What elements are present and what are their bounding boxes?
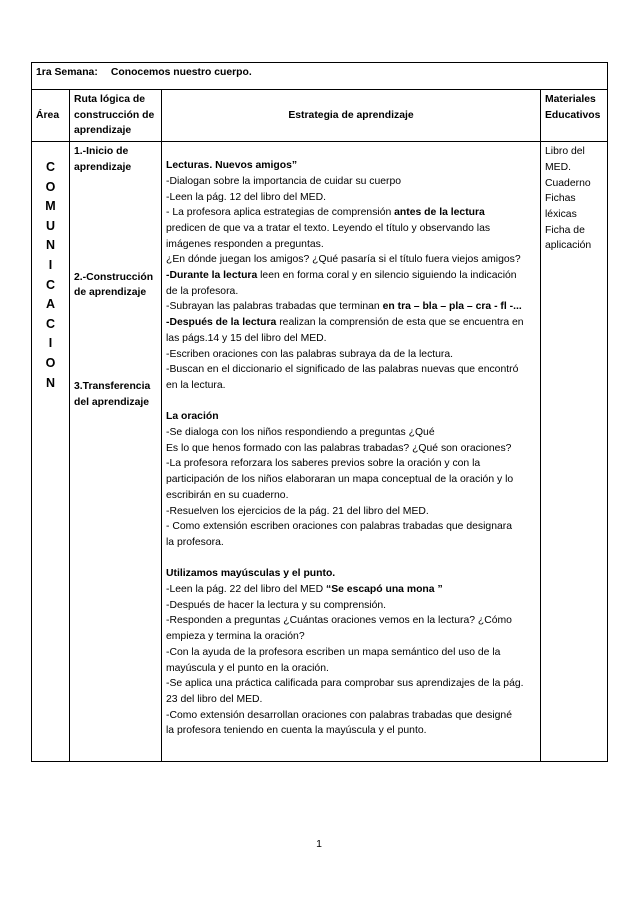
lesson-plan-table xyxy=(31,62,608,762)
area-letter: U xyxy=(45,218,56,233)
section-title: La oración xyxy=(166,411,219,423)
ruta-cell xyxy=(70,142,162,762)
area-letter: C xyxy=(45,277,56,292)
area-cell xyxy=(32,142,70,762)
week-cell xyxy=(32,63,608,90)
area-letter: O xyxy=(45,356,56,371)
material-item: Libro del xyxy=(545,146,585,158)
area-letter: N xyxy=(45,375,56,390)
area-letter: I xyxy=(48,258,53,273)
materials-header: Materiales Educativos xyxy=(541,90,608,142)
materials-cell xyxy=(541,142,608,762)
week-row xyxy=(32,63,608,90)
area-letter: M xyxy=(45,199,56,214)
content-row xyxy=(32,142,608,762)
area-header: Área xyxy=(32,90,70,142)
ruta-step-inicio: 1.-Inicio de aprendizaje xyxy=(74,146,132,173)
area-letter: A xyxy=(45,297,56,312)
material-item: Cuaderno xyxy=(545,177,591,189)
area-letter: C xyxy=(45,160,56,175)
material-item: MED. xyxy=(545,161,571,173)
strategy-header: Estrategia de aprendizaje xyxy=(162,90,541,142)
week-topic: Conocemos nuestro cuerpo. xyxy=(110,67,252,78)
ruta-step-construccion: 2.-Construcción de aprendizaje xyxy=(74,271,154,299)
area-letter: C xyxy=(45,316,56,331)
strategy-cell: Lecturas. Nuevos amigos” -Dialogan sobre la importancia de cuidar su cuerpo -Leen la pág. 12 del libro del MED. - La profesora aplica estrategias de comprensión antes de la lectura predicen de que va a tratar el texto. Leyendo el título y observando las imágenes responden a preguntas. ¿En dónde juegan los amigos? ¿Qué pasaría si el título fuera viejos amigos? -Durante la lectura leen en forma coral y en silencio siguiendo la indicación de la profesora. -Subrayan las palabras trabadas que terminan en tra – bla – pla – cra - fl -... -Después de la lectura realizan la comprensión de esta que se encuentra en las págs.14 y 15 del libro del MED. -Escriben oraciones con las palabras subraya da de la lectura. -Buscan en el diccionario el significado de las palabras nuevas que encontró en la lectura. La oración -Se dialoga con los niños respondiendo a preguntas ¿Qué Es lo que henos formado con las palabras trabadas? ¿Qué son oraciones? -La profesora reforzara los saberes previos sobre la oración y con la participación de los niños elaboraran un mapa conceptual de la oración y lo escribirán en su cuaderno. -Resuelven los ejercicios de la pág. 21 del libro del MED. - Como extensión escriben oraciones con palabras trabadas que designara la profesora. Utilizamos mayúsculas y el punto. -Leen la pág. 22 del libro del MED “Se escapó una mona ” -Después de hacer la lectura y su comprensión. -Responden a preguntas ¿Cuántas oraciones vemos en la lectura? ¿Cómo empieza y termina la oración? -Con la ayuda de la profesora escriben un mapa semántico del uso de la mayúscula y el punto en la oración. -Se aplica una práctica calificada para comprobar sus aprendizajes de la pág. 23 del libro del MED. -Como extensión desarrollan oraciones con palabras trabadas que designé la profesora teniendo en cuenta la mayúscula y el punto. xyxy=(162,142,541,762)
area-letter: N xyxy=(45,238,56,253)
area-letter: I xyxy=(48,336,53,351)
section-title: Utilizamos mayúsculas y el punto. xyxy=(166,568,336,580)
section-title: Lecturas. Nuevos amigos” xyxy=(166,160,298,172)
material-item: aplicación xyxy=(545,240,592,252)
material-item: Ficha de xyxy=(545,224,585,236)
ruta-step-transferencia: 3.Transferencia del aprendizaje xyxy=(74,380,151,408)
material-item: Fichas xyxy=(545,193,576,205)
week-label: 1ra Semana: xyxy=(36,67,98,78)
page-number: 1 xyxy=(316,838,322,850)
material-item: léxicas xyxy=(545,208,577,220)
ruta-header: Ruta lógica de construcción de aprendizaje xyxy=(70,90,162,142)
column-header-row xyxy=(32,90,608,142)
area-letter: O xyxy=(45,179,56,194)
